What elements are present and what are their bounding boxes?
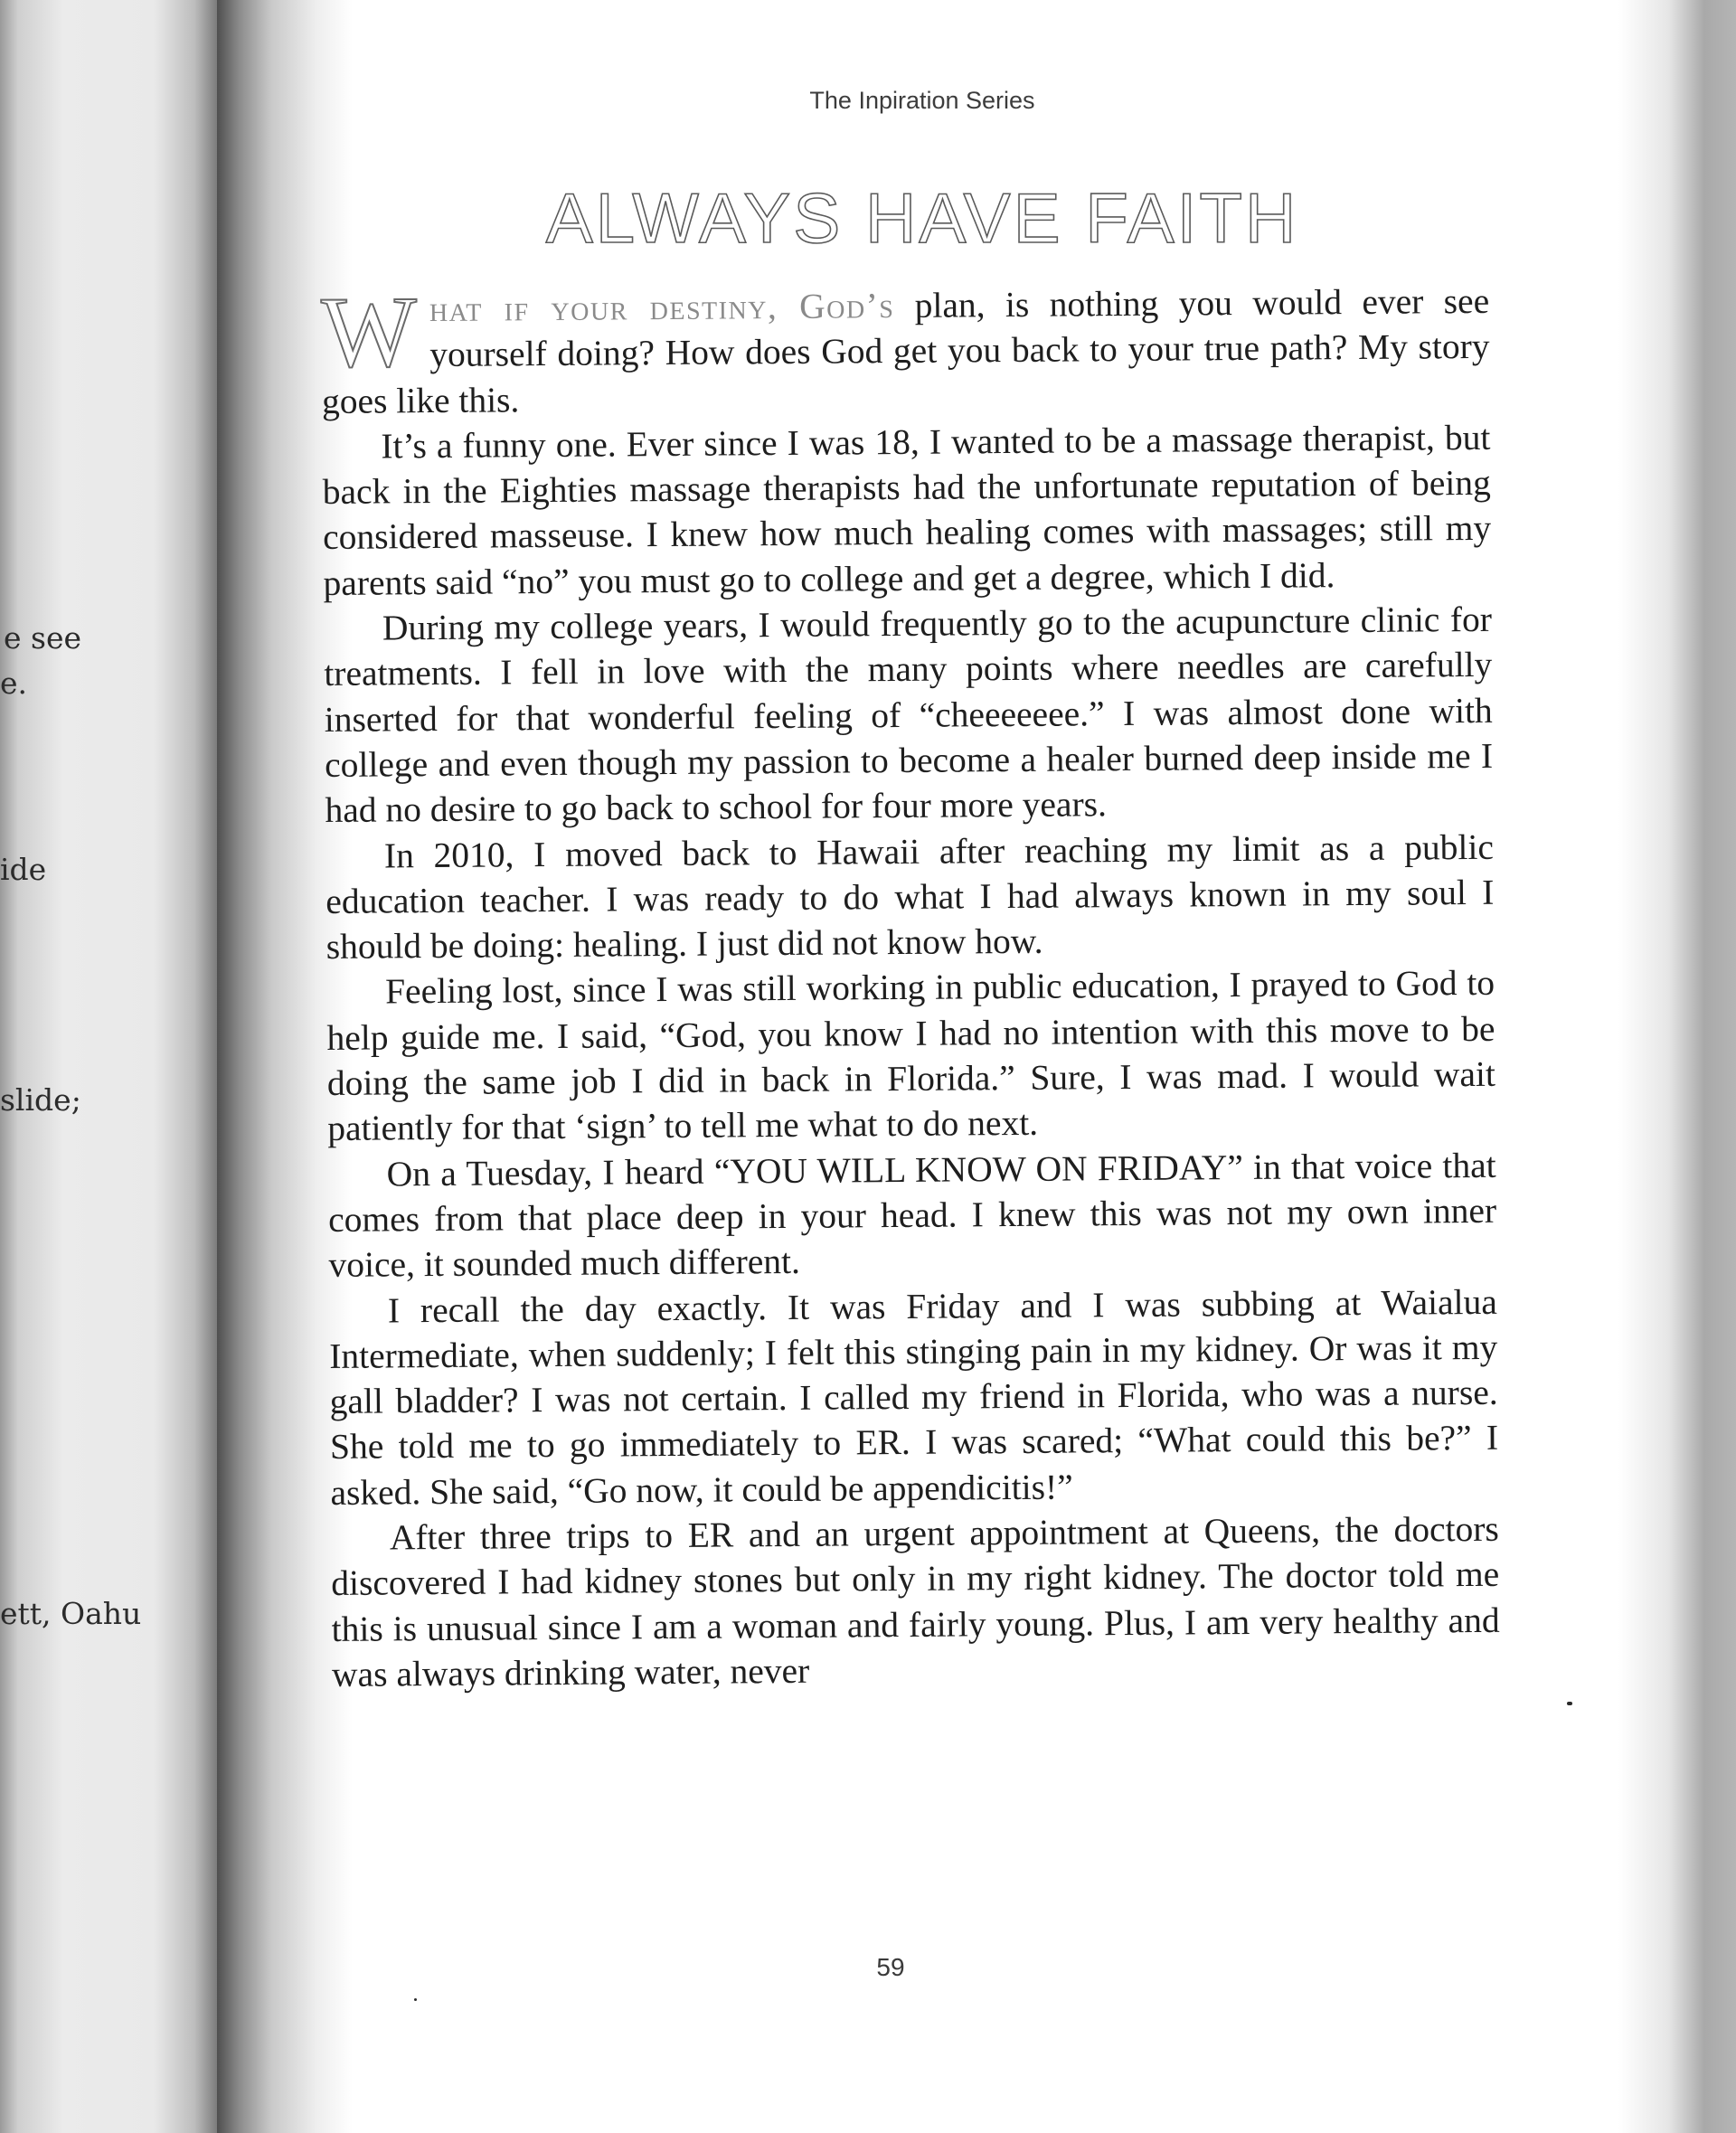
opening-small-caps: hat if your destiny, God’s (429, 286, 895, 330)
page-edge-shadow (1618, 0, 1736, 2133)
page-number: 59 (876, 1953, 905, 1981)
article-body (321, 278, 1500, 1697)
opening-paragraph (321, 278, 1490, 424)
paragraph: Feeling lost, since I was still working in public education, I prayed to God to help guide me. I said, “God, you know I had no intention with this move to be doing the same job I did in back in Florida.” Sure, I was mad. I would wait patiently for that ‘sign’ to tell me what to do next. (326, 963, 1496, 1149)
paragraph: On a Tuesday, I heard “YOU WILL KNOW ON FRIDAY” in that voice that comes from that place deep in your head. I knew this was not my own inner voice, it sounded much different. (327, 1145, 1497, 1286)
scan-speck (1567, 1702, 1572, 1705)
facing-page-fragment: ide (0, 852, 47, 887)
paragraph: After three trips to ER and an urgent appointment at Queens, the doctors discovered I had kidney stones but only in my right kidney. The doctor told me this is unusual since I am a woman and fairly young. Plus, I am very healthy and was always drinking water, never (331, 1508, 1500, 1694)
scan-speck (414, 1998, 417, 2001)
drop-cap: W (320, 276, 418, 389)
facing-page (0, 0, 226, 2133)
paragraph: It’s a funny one. Ever since I was 18, I wanted to be a massage therapist, but back in the Eighties massage therapists had the unfortunate reputation of being considered masseuse. I knew how much healing comes with massages; still my parents said “no” you must go to college and get a degree, which I did. (322, 417, 1492, 603)
chapter-title: ALWAYS HAVE FAITH (545, 178, 1299, 258)
running-head: The Inpiration Series (809, 87, 1035, 114)
paragraph: I recall the day exactly. It was Friday and I was subbing at Waialua Intermediate, when suddenly; I felt this stinging pain in my kidney. Or was it my gall bladder? I was not certain. I called my friend in Florida, who was a nurse. She told me to go immediately to ER. I was scared; “What could this be?” I asked. She said, “Go now, it could be appendicitis!” (329, 1281, 1499, 1513)
paragraph-text: plan, is nothing you would ever see yourself doing? How does God get you back to your true path? My story goes like this. (321, 280, 1490, 421)
facing-page-fragment: e see (4, 620, 82, 656)
facing-page-fragment: ett, Oahu (0, 1596, 142, 1631)
paragraph: During my college years, I would frequently go to the acupuncture clinic for treatments. I fell in love with the many points where needles are carefully inserted for that wonderful feeling of “cheeeeeee.” I was almost done with college and even though my passion to become a healer burned deep inside me I had no desire to go back to school for four more years. (324, 599, 1494, 831)
facing-page-fragment: e. (0, 665, 28, 701)
facing-page-fragment: slide; (0, 1082, 81, 1118)
paragraph: In 2010, I moved back to Hawaii after reaching my limit as a public education teacher. I was ready to do what I had always known in my soul I should be doing: healing. I just did not know how. (326, 826, 1495, 967)
